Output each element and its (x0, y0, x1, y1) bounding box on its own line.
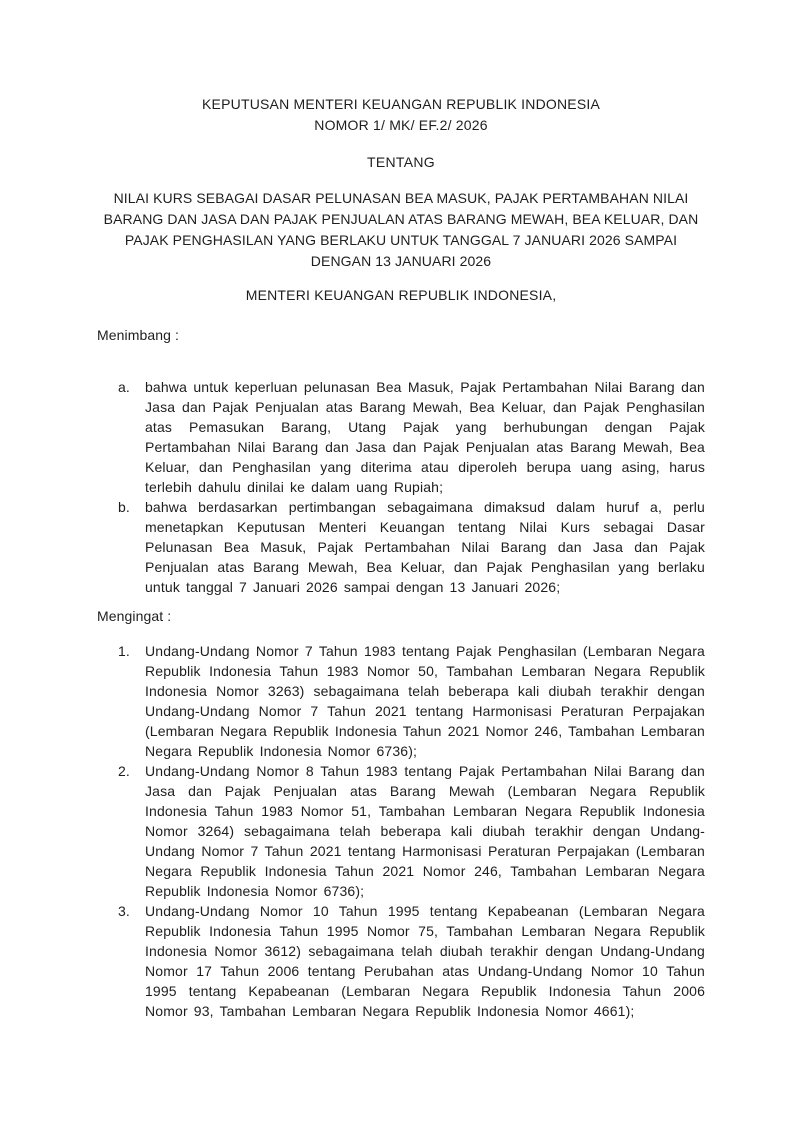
item-text: bahwa berdasarkan pertimbangan sebagaimana dimaksud dalam huruf a, perlu menetapkan Keputusan Menteri Keuangan tentang Nilai Kurs sebagai Dasar Pelunasan Bea Masuk, Pajak Pertambahan Nilai Barang dan Jasa dan Pajak Penjualan atas Barang Mewah, Bea Keluar, dan Pajak Penghasilan yang berlaku untuk tanggal 7 Januari 2026 sampai dengan 13 Januari 2026; (145, 499, 705, 595)
menimbang-item-a (118, 377, 705, 497)
document-header (97, 94, 705, 136)
menimbang-list (118, 377, 705, 597)
item-text: Undang-Undang Nomor 8 Tahun 1983 tentang Pajak Pertambahan Nilai Barang dan Jasa dan Pajak Penjualan atas Barang Mewah (Lembaran Negara Republik Indonesia Tahun 1983 Nomor 51, Tambahan Lembaran Negara Republik Indonesia Nomor 3264) sebagaimana telah beberapa kali diubah terakhir dengan Undang-Undang Nomor 7 Tahun 2021 tentang Harmonisasi Peraturan Perpajakan (Lembaran Negara Republik Indonesia Tahun 2021 Nomor 246, Tambahan Lembaran Negara Republik Indonesia Nomor 6736); (145, 763, 705, 899)
item-text: bahwa untuk keperluan pelunasan Bea Masuk, Pajak Pertambahan Nilai Barang dan Jasa dan Pajak Penjualan atas Barang Mewah, Bea Keluar, dan Pajak Penghasilan atas Pemasukan Barang, Utang Pajak yang berhubungan dengan Pajak Pertambahan Nilai Barang dan Jasa dan Pajak Penjualan atas Barang Mewah, Bea Keluar, dan Penghasilan yang diterima atau diperoleh berupa uang asing, harus terlebih dahulu dinilai ke dalam uang Rupiah; (145, 379, 705, 495)
tentang-heading: TENTANG (367, 154, 435, 170)
item-text: Undang-Undang Nomor 10 Tahun 1995 tentang Kepabeanan (Lembaran Negara Republik Indonesia Tahun 1995 Nomor 75, Tambahan Lembaran Negara Republik Indonesia Nomor 3612) sebagaimana telah diubah terakhir dengan Undang-Undang Nomor 17 Tahun 2006 tentang Perubahan atas Undang-Undang Nomor 10 Tahun 1995 tentang Kepabeanan (Lembaran Negara Republik Indonesia Tahun 2006 Nomor 93, Tambahan Lembaran Negara Republik Indonesia Nomor 4661); (145, 903, 705, 1019)
mengingat-item-2 (118, 761, 705, 901)
mengingat-label: Mengingat : (97, 608, 172, 624)
item-marker: 3. (118, 903, 130, 919)
item-marker: 2. (118, 763, 130, 779)
document-title: KEPUTUSAN MENTERI KEUANGAN REPUBLIK INDONESIA (202, 96, 600, 112)
mengingat-item-3 (118, 901, 705, 1021)
document-subject: NILAI KURS SEBAGAI DASAR PELUNASAN BEA MASUK, PAJAK PERTAMBAHAN NILAI BARANG DAN JASA DAN PAJAK PENJUALAN ATAS BARANG MEWAH, BEA KELUAR, DAN PAJAK PENGHASILAN YANG BERLAKU UNTUK TANGGAL 7 JANUARI 2026 SAMPAI DENGAN 13 JANUARI 2026 (103, 190, 699, 269)
issuer-line: MENTERI KEUANGAN REPUBLIK INDONESIA, (245, 287, 557, 303)
menimbang-item-b (118, 497, 705, 597)
item-marker: a. (118, 379, 130, 395)
item-text: Undang-Undang Nomor 7 Tahun 1983 tentang Pajak Penghasilan (Lembaran Negara Republik Indonesia Tahun 1983 Nomor 50, Tambahan Lembaran Negara Republik Indonesia Nomor 3263) sebagaimana telah beberapa kali diubah terakhir dengan Undang-Undang Nomor 7 Tahun 2021 tentang Harmonisasi Peraturan Perpajakan (Lembaran Negara Republik Indonesia Tahun 2021 Nomor 246, Tambahan Lembaran Negara Republik Indonesia Nomor 6736); (145, 643, 705, 759)
item-marker: b. (118, 499, 130, 515)
item-marker: 1. (118, 643, 130, 659)
mengingat-item-1 (118, 641, 705, 761)
menimbang-label: Menimbang : (97, 327, 180, 343)
document-number: NOMOR 1/ MK/ EF.2/ 2026 (314, 117, 488, 133)
mengingat-list (118, 641, 705, 1021)
